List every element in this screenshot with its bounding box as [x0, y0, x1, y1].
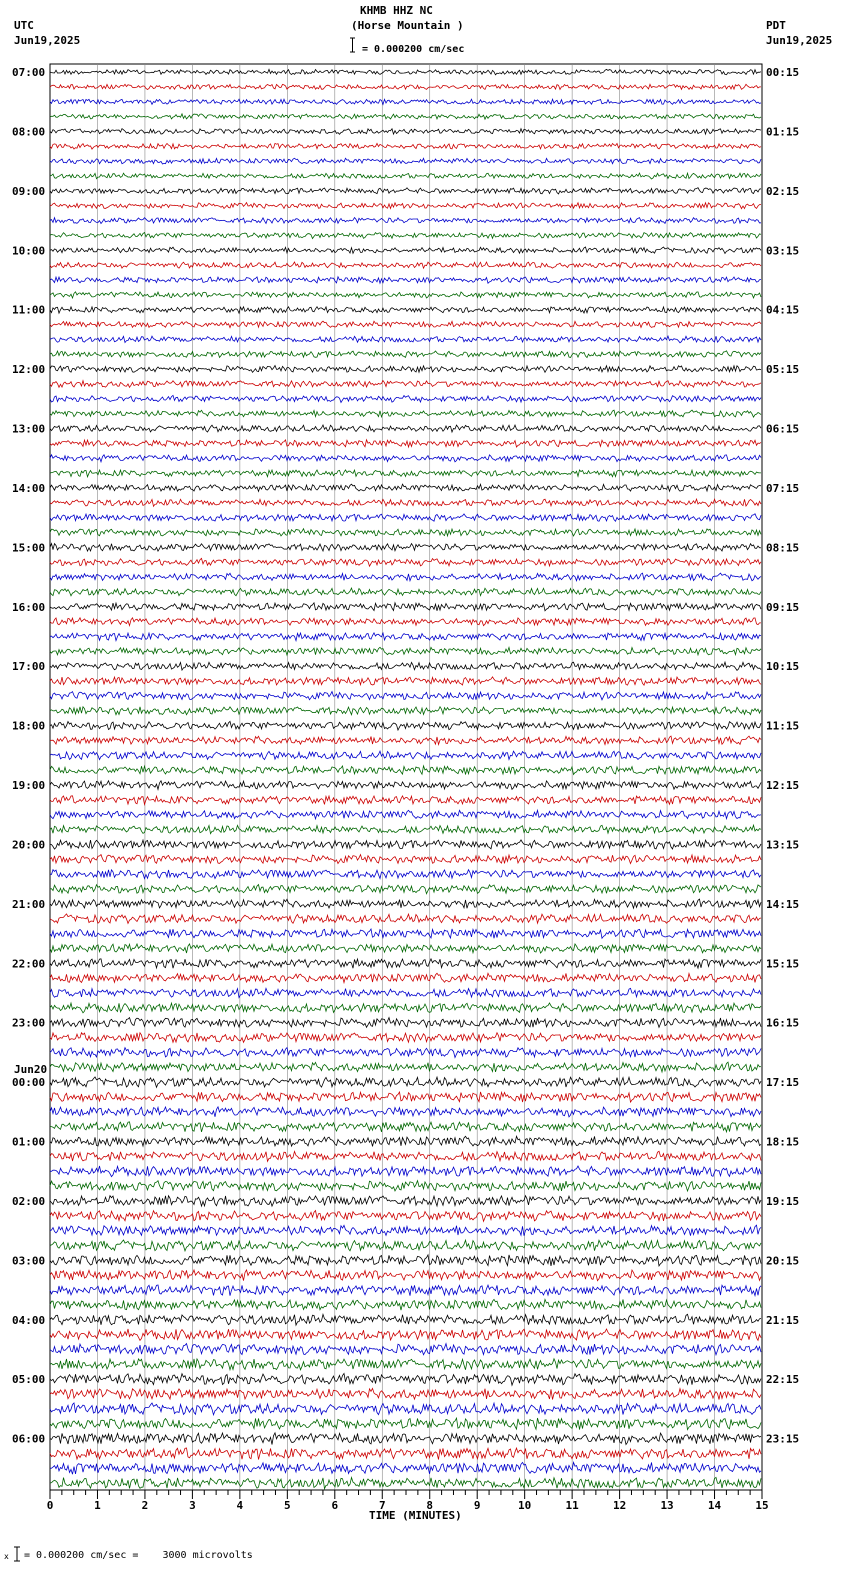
x-tick-label: 4	[236, 1499, 244, 1512]
trace-66	[50, 1033, 761, 1043]
trace-42	[50, 677, 761, 685]
utc-hour-label: 06:00	[12, 1432, 46, 1446]
trace-96	[50, 1477, 761, 1488]
trace-7	[50, 158, 761, 164]
pdt-hour-label: 10:15	[766, 660, 800, 674]
x-tick-label: 10	[518, 1499, 532, 1512]
utc-hour-label: 12:00	[12, 363, 46, 377]
trace-56	[50, 885, 761, 894]
trace-93	[50, 1433, 761, 1445]
pdt-hour-label: 03:15	[766, 244, 800, 258]
trace-73	[50, 1136, 761, 1146]
utc-hour-label: 03:00	[12, 1254, 46, 1268]
trace-62	[50, 973, 761, 982]
trace-38	[50, 618, 761, 626]
trace-32	[50, 529, 761, 536]
trace-54	[50, 855, 761, 864]
pdt-hour-label: 13:15	[766, 838, 800, 852]
trace-48	[50, 766, 761, 775]
pdt-hour-label: 02:15	[766, 184, 800, 198]
trace-33	[50, 544, 761, 552]
trace-70	[50, 1092, 761, 1102]
trace-12	[50, 233, 761, 239]
x-tick-label: 6	[331, 1499, 339, 1512]
trace-26	[50, 440, 761, 447]
trace-23	[50, 395, 761, 402]
trace-78	[50, 1211, 761, 1222]
trace-64	[50, 1003, 761, 1013]
trace-2	[50, 84, 761, 89]
trace-39	[50, 633, 761, 641]
trace-80	[50, 1240, 761, 1251]
plot-frame	[50, 64, 762, 1490]
trace-71	[50, 1107, 761, 1117]
pdt-hour-label: 16:15	[766, 1016, 800, 1030]
trace-21	[50, 366, 761, 373]
trace-47	[50, 751, 761, 760]
trace-53	[50, 840, 761, 849]
pdt-hour-label: 11:15	[766, 719, 800, 733]
trace-60	[50, 944, 761, 953]
trace-79	[50, 1225, 761, 1236]
pdt-hour-label: 09:15	[766, 600, 800, 614]
trace-91	[50, 1403, 761, 1415]
utc-hour-label: 08:00	[12, 125, 46, 139]
left-date: Jun19,2025	[14, 34, 81, 47]
utc-hour-label: 07:00	[12, 66, 46, 79]
trace-86	[50, 1329, 761, 1340]
x-tick-label: 0	[46, 1499, 54, 1512]
trace-13	[50, 247, 761, 254]
pdt-hour-label: 14:15	[766, 897, 800, 911]
x-tick-label: 9	[473, 1499, 481, 1512]
trace-19	[50, 336, 761, 343]
trace-90	[50, 1388, 761, 1399]
utc-hour-label: 16:00	[12, 600, 46, 614]
trace-84	[50, 1299, 761, 1310]
trace-83	[50, 1285, 761, 1296]
scale-text: = 0.000200 cm/sec	[362, 44, 465, 55]
utc-hour-label: 15:00	[12, 541, 46, 555]
pdt-hour-label: 04:15	[766, 303, 800, 317]
trace-11	[50, 218, 761, 224]
utc-hour-label: 11:00	[12, 303, 46, 317]
trace-65	[50, 1018, 761, 1028]
trace-3	[50, 99, 761, 104]
trace-5	[50, 129, 761, 135]
trace-20	[50, 351, 761, 358]
utc-hour-label: 09:00	[12, 184, 46, 198]
trace-34	[50, 558, 761, 566]
trace-24	[50, 410, 761, 417]
pdt-hour-label: 07:15	[766, 481, 800, 495]
pdt-hour-label: 18:15	[766, 1135, 800, 1149]
utc-hour-label: 18:00	[12, 719, 46, 733]
footer-calibration: = 0.000200 cm/sec = 3000 microvolts	[24, 1550, 253, 1561]
pdt-hour-label: 15:15	[766, 957, 800, 971]
date-change-label: Jun20	[14, 1063, 48, 1077]
trace-45	[50, 721, 761, 730]
trace-81	[50, 1255, 761, 1266]
trace-41	[50, 662, 761, 670]
trace-9	[50, 188, 761, 194]
pdt-hour-label: 19:15	[766, 1194, 800, 1208]
pdt-hour-label: 20:15	[766, 1254, 800, 1268]
trace-46	[50, 736, 761, 744]
x-tick-label: 11	[565, 1499, 579, 1512]
x-tick-label: 12	[612, 1499, 627, 1512]
station-title: KHMB HHZ NC	[360, 4, 433, 17]
right-timezone: PDT	[766, 19, 786, 32]
trace-43	[50, 692, 761, 700]
pdt-hour-label: 23:15	[766, 1432, 800, 1446]
trace-82	[50, 1270, 761, 1281]
trace-36	[50, 588, 761, 596]
left-timezone: UTC	[14, 19, 34, 32]
x-axis-label: TIME (MINUTES)	[369, 1509, 462, 1522]
trace-50	[50, 796, 761, 805]
trace-10	[50, 203, 761, 209]
trace-30	[50, 499, 761, 507]
station-location: (Horse Mountain )	[351, 19, 464, 32]
utc-hour-label: 21:00	[12, 897, 46, 911]
trace-27	[50, 455, 761, 462]
trace-57	[50, 899, 761, 908]
trace-37	[50, 603, 761, 611]
trace-1	[50, 69, 761, 74]
trace-61	[50, 959, 761, 968]
trace-51	[50, 810, 761, 819]
trace-8	[50, 173, 761, 179]
trace-89	[50, 1374, 761, 1386]
trace-72	[50, 1122, 761, 1132]
trace-58	[50, 914, 761, 924]
trace-63	[50, 988, 761, 997]
trace-55	[50, 870, 761, 879]
x-tick-label: 3	[189, 1499, 196, 1512]
trace-29	[50, 484, 761, 491]
pdt-hour-label: 22:15	[766, 1373, 800, 1387]
trace-69	[50, 1077, 761, 1087]
trace-31	[50, 514, 761, 522]
footer-scale-icon	[4, 1546, 20, 1562]
pdt-hour-label: 21:15	[766, 1313, 800, 1327]
trace-6	[50, 143, 761, 149]
trace-94	[50, 1448, 761, 1460]
x-tick-label: 2	[141, 1499, 149, 1512]
trace-68	[50, 1062, 761, 1072]
trace-75	[50, 1166, 761, 1177]
trace-18	[50, 321, 761, 327]
pdt-hour-label: 06:15	[766, 422, 800, 436]
trace-67	[50, 1048, 761, 1058]
trace-52	[50, 825, 761, 834]
utc-hour-label: 13:00	[12, 422, 46, 436]
trace-4	[50, 114, 761, 119]
utc-hour-label: 14:00	[12, 481, 46, 495]
utc-hour-label: 22:00	[12, 957, 46, 971]
utc-hour-label: 19:00	[12, 779, 46, 792]
trace-49	[50, 781, 761, 790]
trace-22	[50, 381, 761, 388]
trace-16	[50, 292, 761, 298]
x-tick-label: 15	[755, 1499, 769, 1512]
utc-hour-label: 02:00	[12, 1194, 46, 1208]
utc-hour-label: 17:00	[12, 660, 46, 674]
utc-hour-label: 00:00	[12, 1076, 46, 1090]
trace-17	[50, 307, 761, 313]
svg-text:x: x	[4, 1552, 9, 1561]
pdt-hour-label: 17:15	[766, 1076, 800, 1090]
x-tick-label: 5	[284, 1499, 291, 1512]
pdt-hour-label: 01:15	[766, 125, 800, 139]
pdt-hour-label: 00:15	[766, 66, 800, 79]
x-tick-label: 14	[707, 1499, 722, 1512]
trace-92	[50, 1418, 761, 1430]
trace-77	[50, 1196, 761, 1206]
pdt-hour-label: 08:15	[766, 541, 800, 555]
utc-hour-label: 04:00	[12, 1313, 46, 1327]
utc-hour-label: 23:00	[12, 1016, 46, 1030]
trace-35	[50, 573, 761, 581]
utc-hour-label: 05:00	[12, 1373, 46, 1387]
trace-40	[50, 647, 761, 655]
trace-76	[50, 1181, 761, 1191]
x-tick-label: 13	[660, 1499, 674, 1512]
trace-95	[50, 1462, 761, 1474]
trace-14	[50, 262, 761, 268]
x-tick-label: 1	[94, 1499, 101, 1512]
right-date: Jun19,2025	[766, 34, 833, 47]
trace-74	[50, 1151, 761, 1161]
x-tick-label: 7	[378, 1499, 386, 1512]
utc-hour-label: 20:00	[12, 838, 46, 852]
trace-44	[50, 707, 761, 715]
trace-28	[50, 470, 761, 477]
trace-15	[50, 277, 761, 283]
utc-hour-label: 01:00	[12, 1135, 46, 1149]
trace-59	[50, 929, 761, 938]
utc-hour-label: 10:00	[12, 244, 46, 258]
pdt-hour-label: 12:15	[766, 779, 800, 792]
trace-85	[50, 1314, 761, 1325]
x-tick-label: 8	[426, 1499, 434, 1512]
trace-88	[50, 1359, 761, 1370]
pdt-hour-label: 05:15	[766, 363, 800, 377]
trace-87	[50, 1344, 761, 1355]
trace-25	[50, 425, 761, 432]
